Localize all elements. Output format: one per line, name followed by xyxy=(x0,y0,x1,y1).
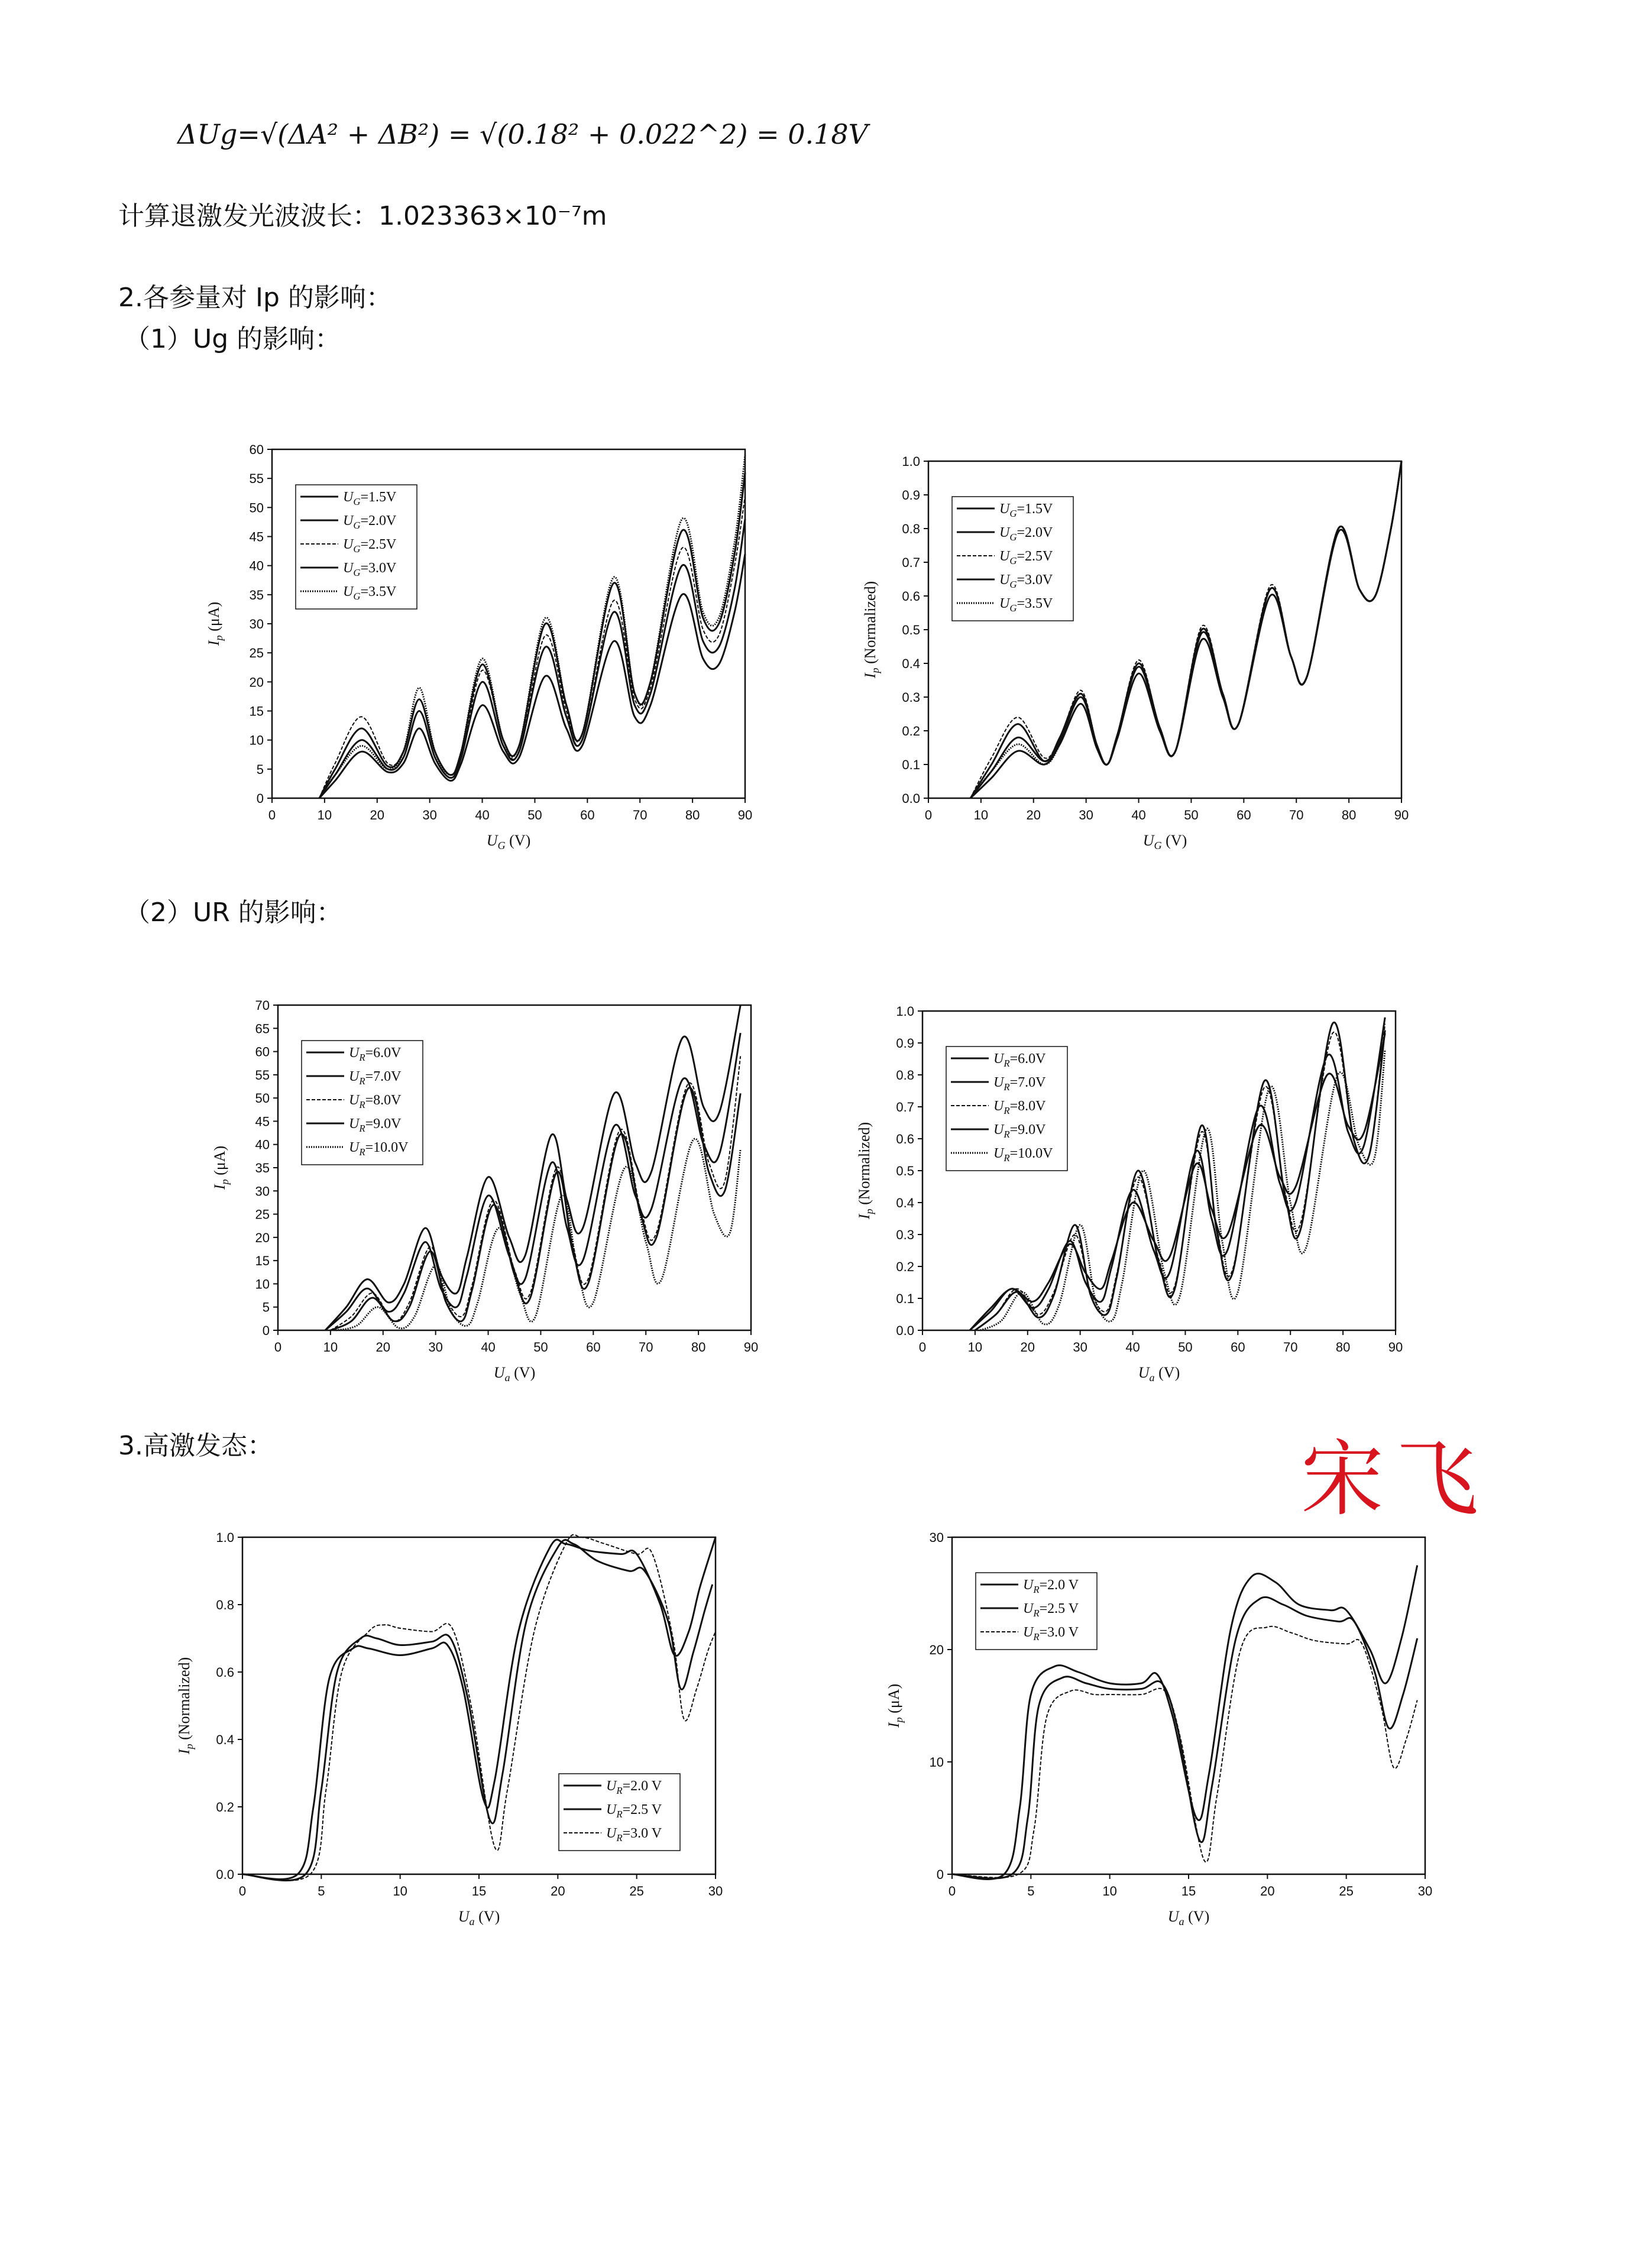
x-tick-label: 0 xyxy=(948,1884,956,1898)
y-tick-label: 0.3 xyxy=(902,690,920,705)
x-tick-label: 10 xyxy=(973,808,989,822)
y-tick-label: 10 xyxy=(929,1755,944,1770)
legend-label: $U_R=2.0$ V xyxy=(1023,1577,1079,1595)
legend-label: $U_R=7.0V$ xyxy=(349,1069,402,1087)
y-tick-label: 50 xyxy=(255,1091,270,1106)
subsection-ur-heading: （2）UR 的影响： xyxy=(124,898,342,928)
x-tick-label: 90 xyxy=(1388,1340,1403,1355)
y-tick-label: 0 xyxy=(262,1323,270,1338)
y-tick-label: 1.0 xyxy=(896,1004,914,1019)
x-tick-label: 10 xyxy=(1102,1884,1117,1898)
c1-svg xyxy=(195,438,763,863)
y-axis-label: $I_p$ (μA) xyxy=(885,1683,905,1728)
x-tick-label: 90 xyxy=(743,1340,759,1355)
x-tick-label: 30 xyxy=(422,808,437,822)
c6-svg xyxy=(875,1525,1443,1939)
x-axis-label: $U_a$ (V) xyxy=(1167,1908,1210,1927)
y-tick-label: 15 xyxy=(249,704,264,719)
y-tick-label: 60 xyxy=(249,442,264,457)
legend-label: $U_G=3.0V$ xyxy=(343,560,397,578)
x-tick-label: 60 xyxy=(580,808,595,822)
y-tick-label: 35 xyxy=(249,587,264,602)
legend-label: $U_R=9.0V$ xyxy=(993,1122,1046,1140)
y-tick-label: 10 xyxy=(255,1276,270,1292)
x-tick-label: 50 xyxy=(1184,808,1199,822)
legend-label: $U_R=2.5$ V xyxy=(606,1802,662,1820)
y-tick-label: 0.6 xyxy=(896,1132,914,1146)
x-tick-label: 30 xyxy=(428,1340,443,1355)
y-tick-label: 0.2 xyxy=(216,1800,234,1815)
legend-label: $U_R=3.0$ V xyxy=(606,1826,662,1843)
legend-label: $U_G=3.5V$ xyxy=(999,596,1053,614)
error-formula: ΔUg=√(ΔA² + ΔB²) = √(0.18² + 0.022^2) = 0.18V xyxy=(177,118,868,150)
legend-label: $U_R=9.0V$ xyxy=(349,1116,402,1134)
y-tick-label: 0.1 xyxy=(896,1291,914,1306)
y-tick-label: 65 xyxy=(255,1021,270,1036)
x-tick-label: 30 xyxy=(1073,1340,1087,1355)
legend-label: $U_R=6.0V$ xyxy=(993,1051,1046,1069)
y-tick-label: 1.0 xyxy=(216,1530,234,1545)
y-tick-label: 20 xyxy=(929,1642,944,1657)
legend-label: $U_G=3.0V$ xyxy=(999,572,1053,590)
y-axis-label: $I_p$ (Normalized) xyxy=(862,581,881,679)
y-tick-label: 1.0 xyxy=(902,454,920,469)
y-tick-label: 20 xyxy=(249,675,264,690)
legend-label: $U_R=7.0V$ xyxy=(993,1075,1046,1093)
y-tick-label: 30 xyxy=(255,1184,270,1199)
y-tick-label: 70 xyxy=(255,998,270,1013)
y-tick-label: 0.9 xyxy=(902,488,920,503)
x-tick-label: 20 xyxy=(376,1340,391,1355)
wavelength-result: 计算退激发光波波长：1.023363×10⁻⁷m xyxy=(118,201,607,231)
y-axis-label: $I_p$ (Normalized) xyxy=(176,1657,195,1755)
y-tick-label: 0.6 xyxy=(902,589,920,604)
x-tick-label: 20 xyxy=(1020,1340,1035,1355)
y-tick-label: 35 xyxy=(255,1161,270,1175)
y-tick-label: 0.0 xyxy=(902,791,920,806)
chart-high-excitation-normalized xyxy=(166,1525,733,1939)
y-axis-label: $I_p$ (μA) xyxy=(211,1145,231,1190)
legend-label: $U_R=8.0V$ xyxy=(349,1093,402,1110)
legend-label: $U_R=2.0$ V xyxy=(606,1778,662,1796)
x-tick-label: 15 xyxy=(471,1884,487,1898)
y-tick-label: 0.7 xyxy=(896,1100,914,1114)
y-tick-label: 60 xyxy=(255,1044,270,1060)
section-3-heading: 3.高激发态： xyxy=(118,1431,273,1461)
y-tick-label: 0.0 xyxy=(216,1867,234,1882)
y-tick-label: 0.4 xyxy=(216,1732,234,1747)
y-tick-label: 45 xyxy=(255,1114,270,1129)
legend-label: $U_G=1.5V$ xyxy=(343,490,397,507)
x-tick-label: 50 xyxy=(533,1340,548,1355)
handwritten-signature: 宋飞 xyxy=(1301,1431,1491,1528)
chart-ug-current xyxy=(195,438,763,863)
y-tick-label: 30 xyxy=(929,1530,944,1545)
y-tick-label: 50 xyxy=(249,500,264,516)
legend-label: $U_R=10.0V$ xyxy=(349,1140,409,1158)
x-tick-label: 30 xyxy=(1079,808,1093,822)
x-tick-label: 10 xyxy=(317,808,332,822)
y-tick-label: 30 xyxy=(249,617,264,631)
y-tick-label: 0.9 xyxy=(896,1036,914,1051)
chart-ur-current xyxy=(201,993,769,1395)
legend-label: $U_R=8.0V$ xyxy=(993,1099,1046,1116)
x-tick-label: 40 xyxy=(1125,1340,1140,1355)
legend-label: $U_R=10.0V$ xyxy=(993,1146,1053,1164)
x-tick-label: 40 xyxy=(1131,808,1146,822)
y-axis-label: $I_p$ (Normalized) xyxy=(856,1122,875,1220)
x-tick-label: 5 xyxy=(1027,1884,1035,1898)
y-axis-label: $I_p$ (μA) xyxy=(205,601,225,646)
x-tick-label: 40 xyxy=(481,1340,496,1355)
y-tick-label: 0.0 xyxy=(896,1323,914,1338)
legend-label: $U_G=3.5V$ xyxy=(343,584,397,602)
x-tick-label: 90 xyxy=(737,808,753,822)
x-tick-label: 0 xyxy=(924,808,933,822)
x-tick-label: 80 xyxy=(691,1340,706,1355)
subsection-ug-heading: （1）Ug 的影响： xyxy=(124,324,341,354)
x-tick-label: 80 xyxy=(1335,1340,1351,1355)
y-tick-label: 40 xyxy=(249,558,264,574)
y-tick-label: 0.3 xyxy=(896,1227,914,1242)
x-axis-label: $U_a$ (V) xyxy=(493,1364,536,1384)
x-axis-label: $U_G$ (V) xyxy=(1142,832,1187,851)
x-tick-label: 25 xyxy=(629,1884,644,1898)
c4-svg xyxy=(846,999,1413,1395)
x-axis-label: $U_a$ (V) xyxy=(1138,1364,1180,1384)
x-tick-label: 70 xyxy=(632,808,648,822)
x-axis-label: $U_G$ (V) xyxy=(486,832,531,851)
y-tick-label: 0.2 xyxy=(902,724,920,738)
c5-svg xyxy=(166,1525,733,1939)
x-tick-label: 20 xyxy=(370,808,385,822)
y-tick-label: 0.7 xyxy=(902,555,920,570)
c2-svg xyxy=(852,449,1419,863)
x-tick-label: 70 xyxy=(638,1340,653,1355)
x-tick-label: 40 xyxy=(475,808,490,822)
y-tick-label: 0.8 xyxy=(896,1068,914,1083)
x-tick-label: 10 xyxy=(323,1340,338,1355)
x-tick-label: 10 xyxy=(967,1340,983,1355)
x-tick-label: 20 xyxy=(1260,1884,1275,1898)
y-tick-label: 45 xyxy=(249,529,264,545)
x-tick-label: 60 xyxy=(586,1340,601,1355)
y-tick-label: 0.8 xyxy=(902,521,920,536)
y-tick-label: 25 xyxy=(255,1207,270,1222)
legend-label: $U_R=3.0$ V xyxy=(1023,1625,1079,1642)
chart-high-excitation-current xyxy=(875,1525,1443,1939)
legend-label: $U_R=6.0V$ xyxy=(349,1045,402,1063)
x-tick-label: 0 xyxy=(274,1340,282,1355)
legend-label: $U_R=2.5$ V xyxy=(1023,1601,1079,1619)
legend-label: $U_G=2.5V$ xyxy=(999,549,1053,566)
y-tick-label: 10 xyxy=(249,733,264,748)
y-tick-label: 0.2 xyxy=(896,1259,914,1274)
y-tick-label: 40 xyxy=(255,1137,270,1152)
x-tick-label: 5 xyxy=(318,1884,325,1898)
x-tick-label: 50 xyxy=(1178,1340,1193,1355)
chart-ur-normalized xyxy=(846,999,1413,1395)
x-axis-label: $U_a$ (V) xyxy=(458,1908,500,1927)
x-tick-label: 0 xyxy=(268,808,276,822)
y-tick-label: 0 xyxy=(936,1867,944,1882)
y-tick-label: 0.5 xyxy=(896,1164,914,1178)
y-tick-label: 0.1 xyxy=(902,757,920,772)
section-2-heading: 2.各参量对 Ip 的影响： xyxy=(118,283,392,313)
x-tick-label: 15 xyxy=(1181,1884,1196,1898)
x-tick-label: 80 xyxy=(685,808,700,822)
y-tick-label: 0.4 xyxy=(902,656,920,671)
y-tick-label: 5 xyxy=(256,762,264,777)
x-tick-label: 25 xyxy=(1339,1884,1354,1898)
x-tick-label: 10 xyxy=(393,1884,407,1898)
x-tick-label: 20 xyxy=(1026,808,1041,822)
x-tick-label: 30 xyxy=(708,1884,723,1898)
y-tick-label: 0.6 xyxy=(216,1665,234,1680)
x-tick-label: 30 xyxy=(1417,1884,1433,1898)
y-tick-label: 55 xyxy=(255,1067,270,1083)
c3-svg xyxy=(201,993,769,1395)
legend-label: $U_G=2.0V$ xyxy=(999,525,1053,543)
legend-label: $U_G=2.5V$ xyxy=(343,537,397,555)
series-line-5 xyxy=(336,1139,740,1330)
x-tick-label: 90 xyxy=(1394,808,1409,822)
x-tick-label: 50 xyxy=(527,808,542,822)
y-tick-label: 55 xyxy=(249,471,264,487)
x-tick-label: 20 xyxy=(551,1884,565,1898)
legend-label: $U_G=1.5V$ xyxy=(999,501,1053,519)
x-tick-label: 80 xyxy=(1341,808,1357,822)
y-tick-label: 5 xyxy=(262,1300,270,1315)
x-tick-label: 0 xyxy=(918,1340,927,1355)
x-tick-label: 60 xyxy=(1231,1340,1245,1355)
x-tick-label: 70 xyxy=(1289,808,1304,822)
chart-ug-normalized xyxy=(852,449,1419,863)
y-tick-label: 0.5 xyxy=(902,623,920,637)
x-tick-label: 0 xyxy=(238,1884,247,1898)
y-tick-label: 15 xyxy=(255,1253,270,1269)
x-tick-label: 60 xyxy=(1236,808,1251,822)
y-tick-label: 0 xyxy=(256,791,264,806)
y-tick-label: 25 xyxy=(249,646,264,661)
y-tick-label: 0.8 xyxy=(216,1598,234,1612)
series-line-3 xyxy=(952,1627,1417,1878)
y-tick-label: 20 xyxy=(255,1230,270,1245)
y-tick-label: 0.4 xyxy=(896,1195,914,1210)
x-tick-label: 70 xyxy=(1283,1340,1298,1355)
legend-label: $U_G=2.0V$ xyxy=(343,513,397,531)
